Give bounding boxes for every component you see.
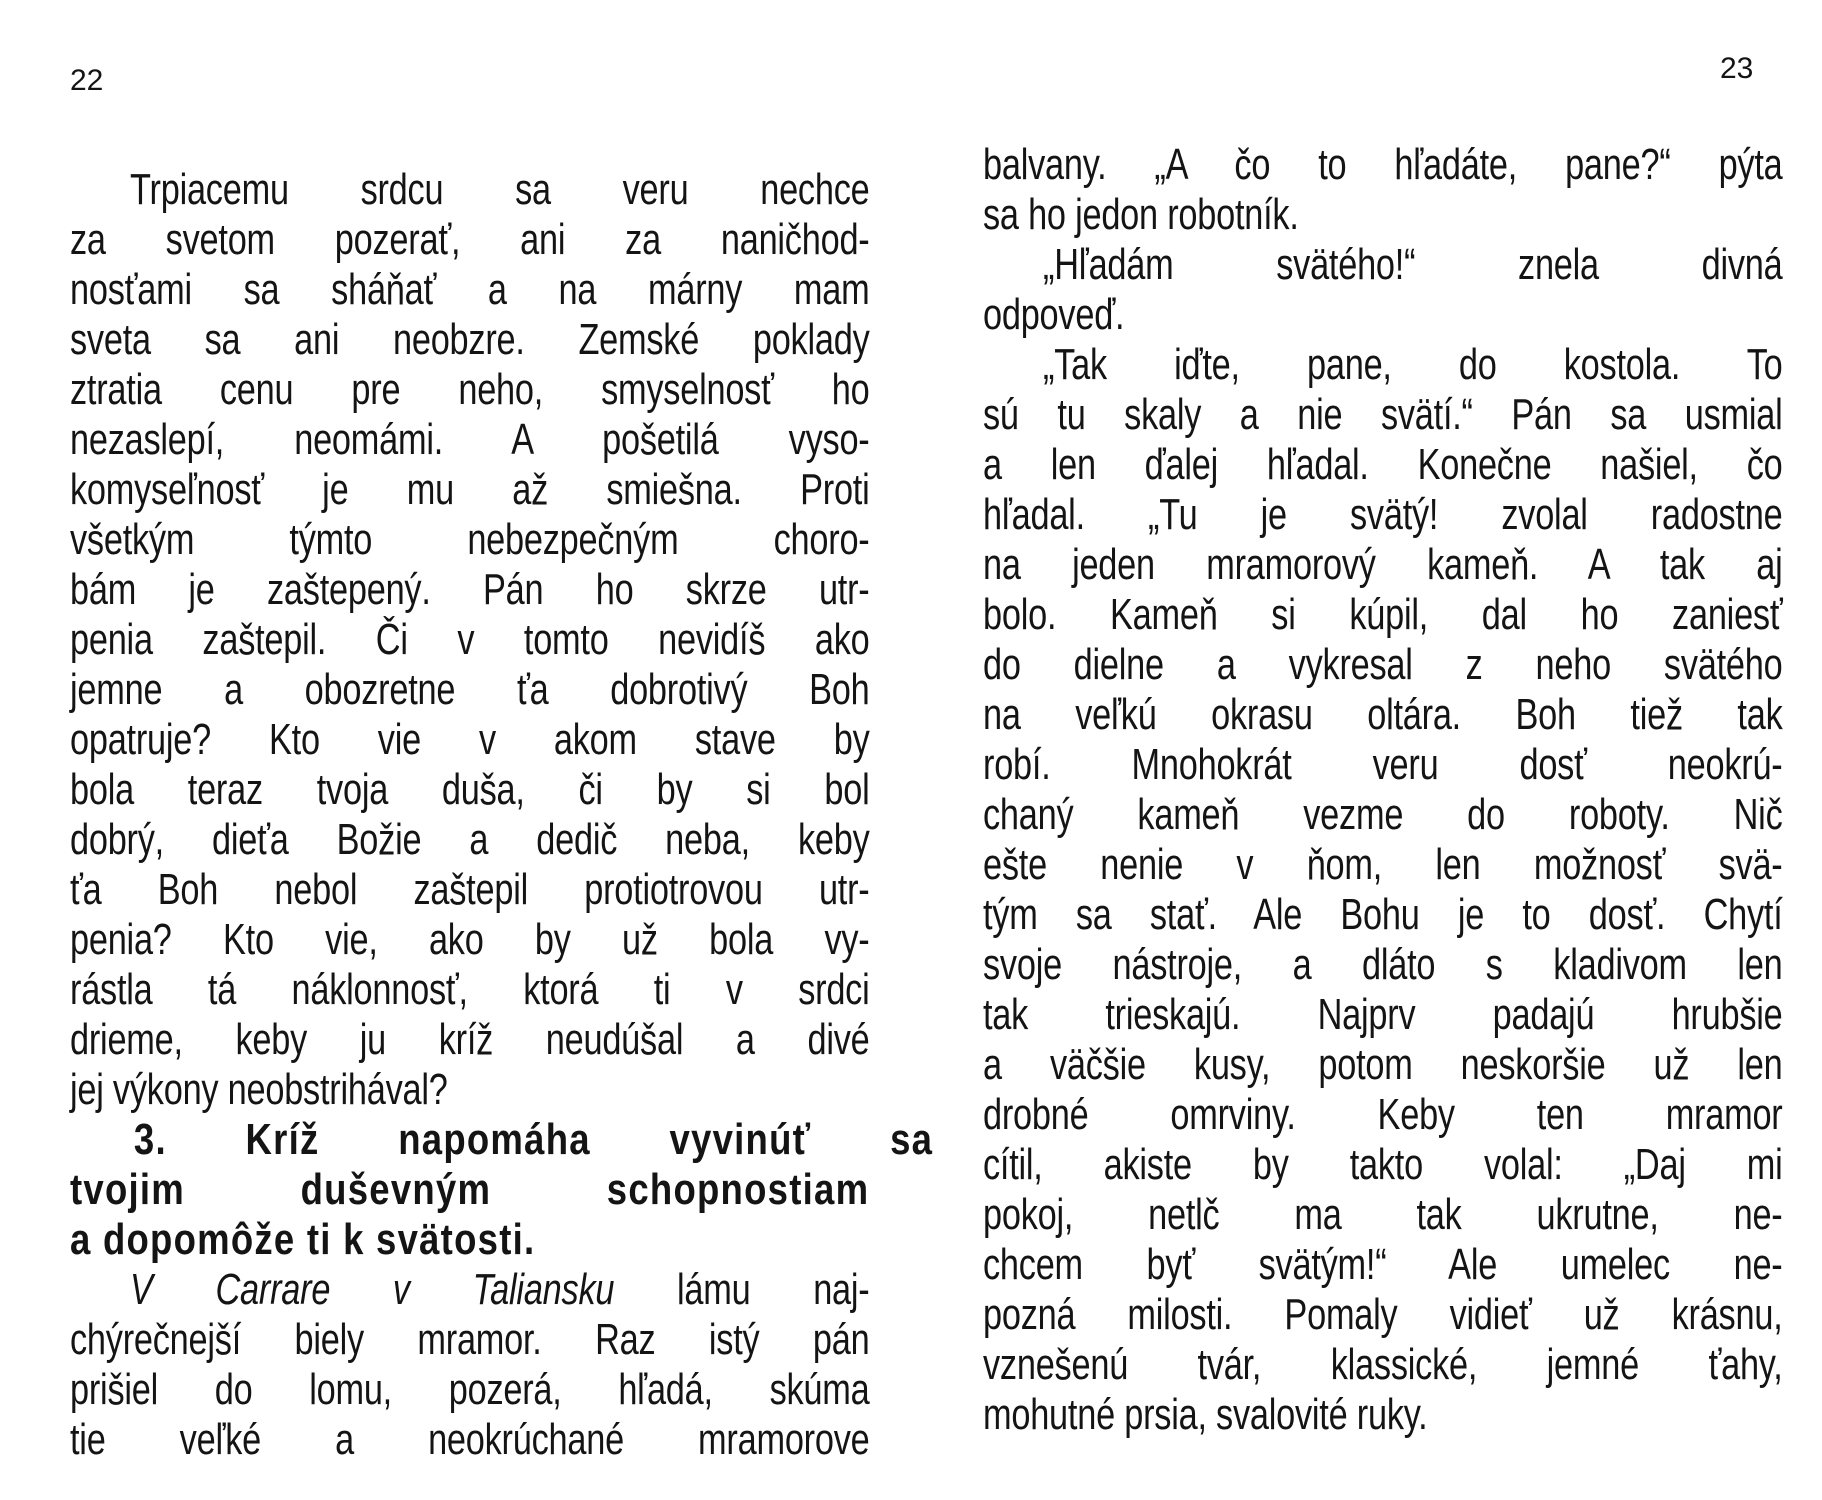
text-line: mohutné prsia, svalovité ruky. [983, 1390, 1428, 1439]
section-heading-line: tvojim duševným schopnostiam [70, 1165, 870, 1214]
text-line [70, 1265, 870, 1315]
text-line: prišiel do lomu, pozerá, hľadá, skúma [70, 1365, 870, 1414]
text-line: „Tak iďte, pane, do kostola. To [1043, 340, 1783, 389]
text-line: „Hľadám svätého!“ znela divná [1043, 240, 1783, 289]
text-line: penia? Kto vie, ako by už bola vy- [70, 915, 870, 964]
text-line: na veľkú okrasu oltára. Boh tiež tak [983, 690, 1783, 739]
text-line: nezaslepí, neomámi. A pošetilá vyso- [70, 415, 870, 464]
text-line: pozná milosti. Pomaly vidieť už krásnu, [983, 1290, 1783, 1339]
left-text-column [70, 165, 934, 1465]
text-line: sú tu skaly a nie svätí.“ Pán sa usmial [983, 390, 1783, 439]
text-line: sa ho jedon robotník. [983, 190, 1299, 239]
text-line: cítil, akiste by takto volal: „Daj mi [983, 1140, 1783, 1189]
text-line: drieme, keby ju kríž neudúšal a divé [70, 1015, 870, 1064]
text-line: ztratia cenu pre neho, smyselnosť ho [70, 365, 870, 414]
text-fragment: lámu naj- [614, 1265, 870, 1314]
text-line: vznešenú tvár, klassické, jemné ťahy, [983, 1340, 1783, 1389]
text-line: sveta sa ani neobzre. Zemské poklady [70, 315, 870, 364]
text-line: penia zaštepil. Či v tomto nevidíš ako [70, 615, 870, 664]
text-line: do dielne a vykresal z neho svätého [983, 640, 1783, 689]
text-line: chýrečnejší biely mramor. Raz istý pán [70, 1315, 870, 1364]
text-line: ťa Boh nebol zaštepil protiotrovou utr- [70, 865, 870, 914]
text-line: bola teraz tvoja duša, či by si bol [70, 765, 870, 814]
page-number-right: 23 [1720, 52, 1754, 85]
page-number-left: 22 [70, 64, 104, 97]
text-line: robí. Mnohokrát veru dosť neokrú- [983, 740, 1783, 789]
text-line: svoje nástroje, a dláto s kladivom len [983, 940, 1783, 989]
text-line: rástla tá náklonnosť, ktorá ti v srdci [70, 965, 870, 1014]
text-line: opatruje? Kto vie v akom stave by [70, 715, 870, 764]
text-line: a len ďalej hľadal. Konečne našiel, čo [983, 440, 1783, 489]
text-line: a väčšie kusy, potom neskoršie už len [983, 1040, 1783, 1089]
text-line: bám je zaštepený. Pán ho skrze utr- [70, 565, 870, 614]
text-line: na jeden mramorový kameň. A tak aj [983, 540, 1783, 589]
text-line: nosťami sa sháňať a na márny mam [70, 265, 870, 314]
text-line: za svetom pozerať, ani za naničhod- [70, 215, 870, 264]
text-line: tie veľké a neokrúchané mramorove [70, 1415, 870, 1464]
text-line: balvany. „A čo to hľadáte, pane?“ pýta [983, 140, 1783, 189]
text-line: ešte nenie v ňom, len možnosť svä- [983, 840, 1783, 889]
italic-place-name: V Carrare v Taliansku [130, 1265, 615, 1314]
text-line: tak trieskajú. Najprv padajú hrubšie [983, 990, 1783, 1039]
text-line: hľadal. „Tu je svätý! zvolal radostne [983, 490, 1783, 539]
text-line: drobné omrviny. Keby ten mramor [983, 1090, 1783, 1139]
text-line: pokoj, netlč ma tak ukrutne, ne- [983, 1190, 1783, 1239]
text-line: jej výkony neobstrihával? [70, 1065, 448, 1114]
text-line: tým sa stať. Ale Bohu je to dosť. Chytí [983, 890, 1783, 939]
text-line: chcem byť svätým!“ Ale umelec ne- [983, 1240, 1783, 1289]
text-line: dobrý, dieťa Božie a dedič neba, keby [70, 815, 870, 864]
right-text-column [983, 140, 1783, 1440]
text-line: chaný kameň vezme do roboty. Nič [983, 790, 1783, 839]
text-line: jemne a obozretne ťa dobrotivý Boh [70, 665, 870, 714]
text-line: komyseľnosť je mu až smiešna. Proti [70, 465, 870, 514]
right-page [930, 0, 1822, 1500]
text-line: odpoveď. [983, 290, 1125, 339]
section-heading-line: 3. Kríž napomáha vyvinúť sa [133, 1115, 934, 1164]
text-line: všetkým týmto nebezpečným choro- [70, 515, 870, 564]
text-line: bolo. Kameň si kúpil, dal ho zaniesť [983, 590, 1783, 639]
text-line: Trpiacemu srdcu sa veru nechce [130, 165, 870, 214]
section-heading-line: a dopomôže ti k svätosti. [70, 1215, 536, 1264]
